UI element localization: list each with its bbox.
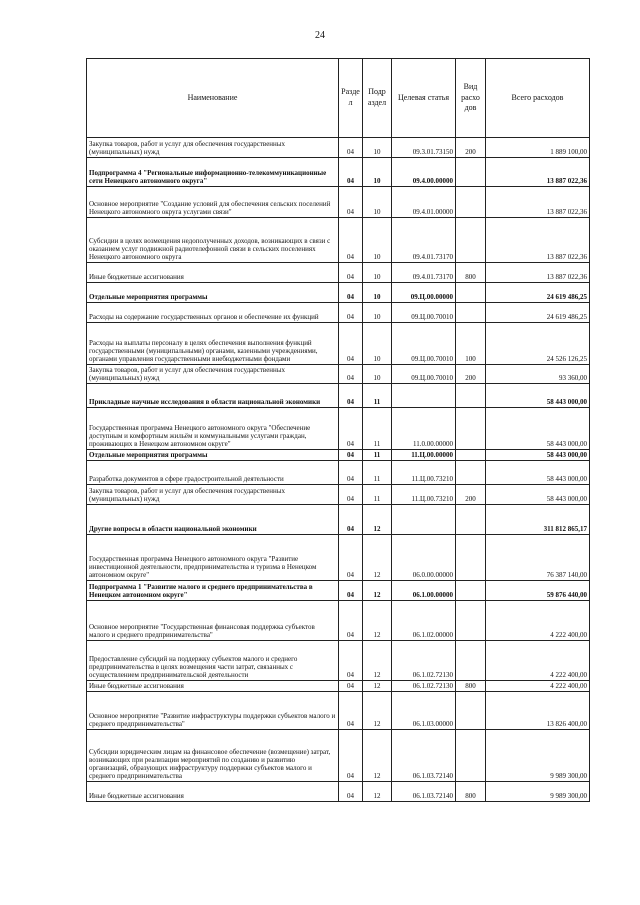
budget-table [86,58,590,802]
row-amount: 93 360,00 [486,365,590,384]
row-target: 09.4.01.00000 [392,187,456,218]
row-name: Закупка товаров, работ и услуг для обеспечения государственных (муниципальных) нужд [87,138,339,158]
table-row [87,323,590,365]
row-section: 04 [339,283,363,303]
row-name: Расходы на содержание государственных органов и обеспечение их функций [87,303,339,323]
row-target [392,505,456,535]
row-target: 09.4.00.00000 [392,158,456,187]
row-amount: 58 443 000,00 [486,450,590,461]
row-name: Субсидии юридическим лицам на финансовое обеспечение (возмещение) затрат, возникающих при реализации мероприятий по созданию и развитию организаций, образующих инфраструктуру поддержки субъектов малого и среднего предпринимательства [87,730,339,782]
row-expense-type [456,218,486,263]
row-amount: 9 989 300,00 [486,730,590,782]
row-subsection: 10 [363,303,392,323]
table-row [87,365,590,384]
table-row [87,461,590,485]
table-row [87,450,590,461]
row-name: Разработка документов в сфере градостроительной деятельности [87,461,339,485]
row-expense-type [456,461,486,485]
header-section: Разде л [339,59,363,138]
row-section: 04 [339,461,363,485]
row-section: 04 [339,263,363,283]
row-amount: 13 887 022,36 [486,158,590,187]
row-section: 04 [339,782,363,802]
row-subsection: 12 [363,692,392,730]
row-amount: 13 887 022,36 [486,218,590,263]
row-target: 06.1.02.00000 [392,601,456,641]
row-expense-type [456,450,486,461]
row-section: 04 [339,158,363,187]
row-amount: 58 443 000,00 [486,408,590,450]
row-subsection: 12 [363,601,392,641]
row-section: 04 [339,323,363,365]
row-amount: 4 222 400,00 [486,601,590,641]
header-row [87,59,590,138]
row-expense-type: 800 [456,263,486,283]
row-name: Другие вопросы в области национальной экономики [87,505,339,535]
row-name: Закупка товаров, работ и услуг для обеспечения государственных (муниципальных) нужд [87,485,339,505]
header-target: Целевая статья [392,59,456,138]
row-section: 04 [339,408,363,450]
row-section: 04 [339,535,363,581]
row-subsection: 12 [363,641,392,681]
row-name: Прикладные научные исследования в области национальной экономики [87,384,339,408]
row-subsection: 12 [363,505,392,535]
row-name: Подпрограмма 1 "Развитие малого и среднего предпринимательства в Ненецком автономном округе" [87,581,339,601]
row-expense-type [456,601,486,641]
row-expense-type [456,692,486,730]
row-name: Иные бюджетные ассигнования [87,263,339,283]
row-subsection: 11 [363,485,392,505]
row-subsection: 12 [363,535,392,581]
row-expense-type [456,283,486,303]
row-subsection: 11 [363,450,392,461]
row-section: 04 [339,365,363,384]
row-name: Расходы на выплаты персоналу в целях обеспечения выполнения функций государственными (муниципальными) органами, казенными учреждениями, органами управления государственными внебюджетными фондами [87,323,339,365]
row-target: 09.Ц.00.70010 [392,365,456,384]
row-expense-type [456,303,486,323]
row-subsection: 10 [363,283,392,303]
row-target: 11.Ц.00.73210 [392,461,456,485]
row-amount: 9 989 300,00 [486,782,590,802]
row-section: 04 [339,485,363,505]
row-expense-type: 800 [456,782,486,802]
row-section: 04 [339,303,363,323]
row-expense-type [456,505,486,535]
table-row [87,581,590,601]
row-subsection: 11 [363,384,392,408]
row-section: 04 [339,505,363,535]
row-amount: 58 443 000,00 [486,485,590,505]
table-row [87,681,590,692]
row-expense-type [456,535,486,581]
row-expense-type [456,384,486,408]
row-expense-type [456,641,486,681]
row-target: 06.0.00.00000 [392,535,456,581]
row-target: 06.1.00.00000 [392,581,456,601]
row-section: 04 [339,730,363,782]
row-amount: 1 889 100,00 [486,138,590,158]
row-subsection: 10 [363,365,392,384]
table-row [87,730,590,782]
header-subsection: Подр аздел [363,59,392,138]
row-amount: 24 526 126,25 [486,323,590,365]
row-subsection: 10 [363,263,392,283]
row-expense-type [456,730,486,782]
table-row [87,283,590,303]
row-target: 09.Ц.00.70010 [392,323,456,365]
row-amount: 13 887 022,36 [486,187,590,218]
row-amount: 13 887 022,36 [486,263,590,283]
table-row [87,692,590,730]
table-row [87,505,590,535]
row-amount: 13 826 400,00 [486,692,590,730]
row-amount: 58 443 000,00 [486,461,590,485]
row-subsection: 12 [363,681,392,692]
row-target: 06.1.03.00000 [392,692,456,730]
row-subsection: 10 [363,158,392,187]
row-target: 06.1.03.72140 [392,730,456,782]
row-name: Государственная программа Ненецкого автономного округа "Развитие инвестиционной деятельности, предпринимательства и туризма в Ненецком автономном округе" [87,535,339,581]
row-amount: 24 619 486,25 [486,283,590,303]
row-section: 04 [339,681,363,692]
header-name: Наименование [87,59,339,138]
row-target: 09.Ц.00.70010 [392,303,456,323]
row-name: Отдельные мероприятия программы [87,283,339,303]
table-row [87,263,590,283]
row-expense-type: 200 [456,485,486,505]
row-target: 09.3.01.73150 [392,138,456,158]
row-target: 09.4.01.73170 [392,263,456,283]
row-expense-type [456,158,486,187]
table-row [87,782,590,802]
header-expense-type: Вид расхо дов [456,59,486,138]
row-section: 04 [339,187,363,218]
row-subsection: 11 [363,408,392,450]
row-name: Иные бюджетные ассигнования [87,782,339,802]
table-row [87,535,590,581]
row-subsection: 10 [363,218,392,263]
row-name: Подпрограмма 4 "Региональные информационно-телекоммуникационные сети Ненецкого автономного округа" [87,158,339,187]
row-subsection: 10 [363,323,392,365]
row-expense-type: 100 [456,323,486,365]
row-name: Государственная программа Ненецкого автономного округа "Обеспечение доступным и комфортным жильём и коммунальными услугами граждан, проживающих в Ненецком автономном округе" [87,408,339,450]
row-amount: 4 222 400,00 [486,641,590,681]
table-body [87,138,590,802]
row-expense-type [456,408,486,450]
row-subsection: 10 [363,138,392,158]
table-row [87,408,590,450]
row-subsection: 12 [363,730,392,782]
table-row [87,218,590,263]
row-amount: 24 619 486,25 [486,303,590,323]
row-expense-type: 200 [456,365,486,384]
table-row [87,384,590,408]
row-target: 11.0.00.00000 [392,408,456,450]
row-amount: 59 876 440,00 [486,581,590,601]
row-section: 04 [339,138,363,158]
table-row [87,138,590,158]
row-amount: 58 443 000,00 [486,384,590,408]
row-expense-type [456,187,486,218]
row-amount: 4 222 400,00 [486,681,590,692]
row-section: 04 [339,450,363,461]
row-section: 04 [339,692,363,730]
row-subsection: 10 [363,187,392,218]
row-target: 09.4.01.73170 [392,218,456,263]
row-name: Основное мероприятие "Развитие инфраструктуры поддержки субъектов малого и среднего предпринимательства" [87,692,339,730]
row-target: 11.Ц.00.00000 [392,450,456,461]
row-name: Предоставление субсидий на поддержку субъектов малого и среднего предпринимательства в целях возмещения части затрат, связанных с осуществлением предпринимательской деятельности [87,641,339,681]
row-subsection: 12 [363,581,392,601]
table-row [87,303,590,323]
row-name: Закупка товаров, работ и услуг для обеспечения государственных (муниципальных) нужд [87,365,339,384]
row-expense-type: 800 [456,681,486,692]
row-subsection: 11 [363,461,392,485]
row-target: 06.1.02.72130 [392,641,456,681]
row-expense-type: 200 [456,138,486,158]
row-name: Субсидии в целях возмещения недополученных доходов, возникающих в связи с оказанием услуг подвижной радиотелефонной связи в сельских поселениях Ненецкого автономного округа [87,218,339,263]
row-target: 06.1.03.72140 [392,782,456,802]
row-name: Основное мероприятие "Создание условий для обеспечения сельских поселений Ненецкого автономного округа услугами связи" [87,187,339,218]
row-amount: 311 812 865,17 [486,505,590,535]
header-total: Всего расходов [486,59,590,138]
table-row [87,641,590,681]
row-target: 09.Ц.00.00000 [392,283,456,303]
table-row [87,485,590,505]
row-section: 04 [339,384,363,408]
table-row [87,601,590,641]
row-name: Основное мероприятие "Государственная финансовая поддержка субъектов малого и среднего предпринимательства" [87,601,339,641]
row-section: 04 [339,641,363,681]
row-target: 06.1.02.72130 [392,681,456,692]
row-section: 04 [339,601,363,641]
table-row [87,158,590,187]
row-name: Иные бюджетные ассигнования [87,681,339,692]
row-subsection: 12 [363,782,392,802]
row-section: 04 [339,218,363,263]
row-amount: 76 387 140,00 [486,535,590,581]
row-target [392,384,456,408]
row-expense-type [456,581,486,601]
row-section: 04 [339,581,363,601]
row-target: 11.Ц.00.73210 [392,485,456,505]
page-number: 24 [315,30,325,41]
row-name: Отдельные мероприятия программы [87,450,339,461]
table-row [87,187,590,218]
